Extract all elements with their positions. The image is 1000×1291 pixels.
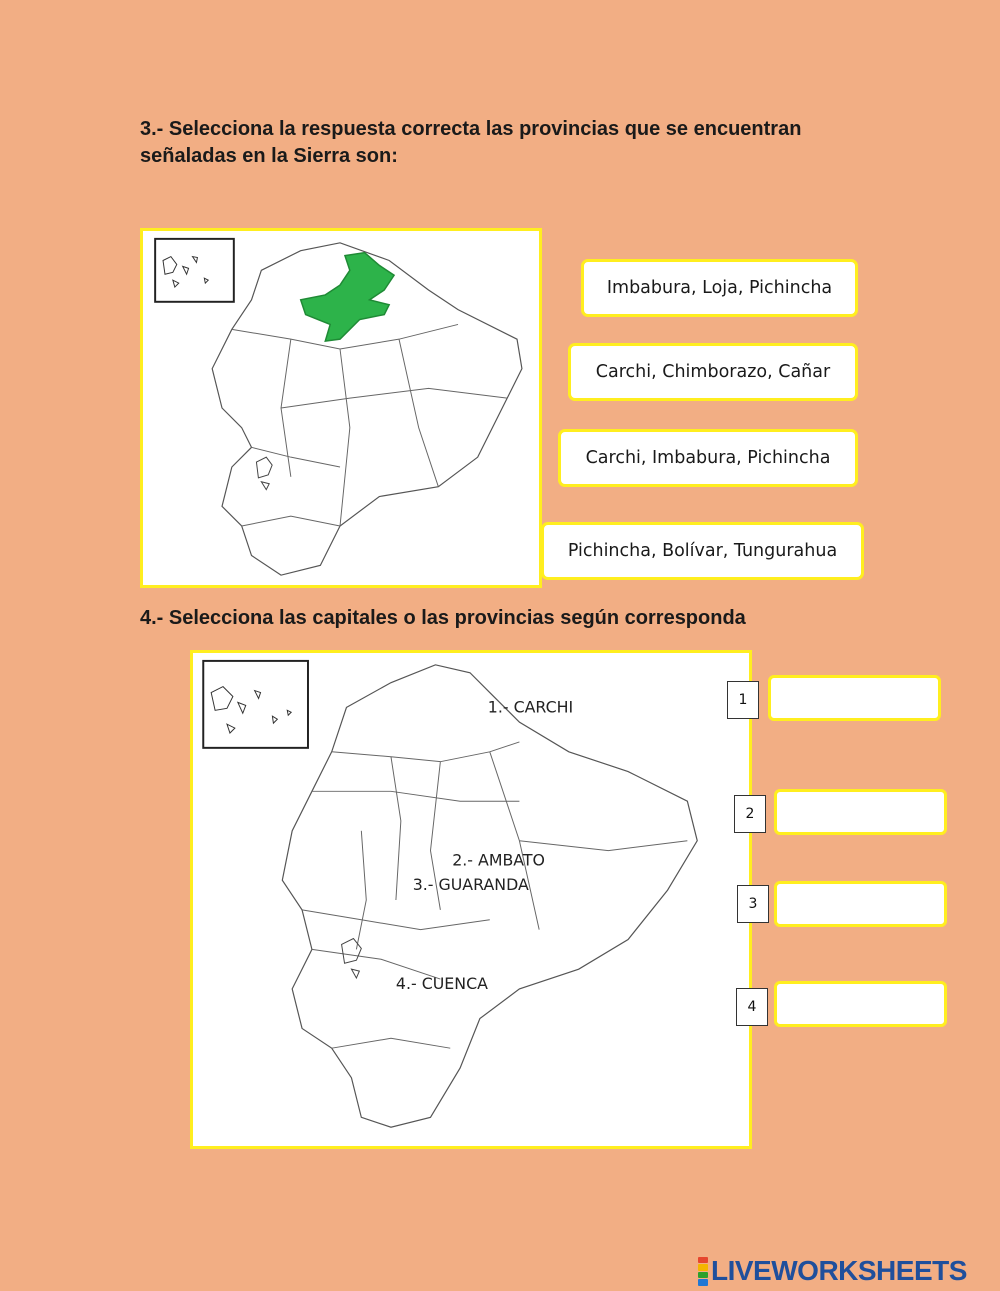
option-imbabura-loja-pichincha[interactable]: Imbabura, Loja, Pichincha — [581, 259, 858, 317]
answer-box-4[interactable] — [774, 981, 947, 1027]
ecuador-map-svg — [143, 231, 539, 585]
ecuador-map-highlighted — [140, 228, 542, 588]
number-box-2: 2 — [734, 795, 766, 833]
logo-tile — [698, 1272, 708, 1279]
galapagos-inset — [155, 239, 234, 302]
logo-text: LIVEWORKSHEETS — [711, 1255, 967, 1286]
answer-box-2[interactable] — [774, 789, 947, 835]
answer-input-4[interactable] — [777, 984, 944, 1024]
logo-tiles-icon — [698, 1257, 708, 1286]
option-pichincha-bolivar-tungurahua[interactable]: Pichincha, Bolívar, Tungurahua — [541, 522, 864, 580]
ecuador-map-labeled-svg — [193, 653, 749, 1146]
logo-tile — [698, 1279, 708, 1286]
logo-tile — [698, 1264, 708, 1271]
galapagos-islands — [211, 687, 291, 733]
answer-input-3[interactable] — [777, 884, 944, 924]
number-box-1: 1 — [727, 681, 759, 719]
ecuador-map-labeled — [190, 650, 752, 1149]
liveworksheets-logo — [698, 1256, 967, 1286]
map-label-guaranda: 3.- GUARANDA — [412, 875, 529, 895]
option-carchi-imbabura-pichincha[interactable]: Carchi, Imbabura, Pichincha — [558, 429, 858, 487]
question-3-title: 3.- Selecciona la respuesta correcta las provincias que se encuentran señaladas en la Sierra son: — [140, 118, 802, 167]
answer-input-2[interactable] — [777, 792, 944, 832]
map-label-carchi: 1.- CARCHI — [487, 697, 574, 717]
ecuador-outline — [282, 665, 697, 1127]
answer-box-3[interactable] — [774, 881, 947, 927]
number-box-4: 4 — [736, 988, 768, 1026]
map-label-ambato: 2.- AMBATO — [452, 850, 545, 870]
galapagos-inset — [203, 661, 308, 748]
answer-box-1[interactable] — [768, 675, 941, 721]
map-label-cuenca: 4.- CUENCA — [395, 973, 488, 993]
question-4-title: 4.- Selecciona las capitales o las provincias según corresponda — [140, 607, 746, 629]
answer-input-1[interactable] — [771, 678, 938, 718]
galapagos-islands — [163, 257, 208, 287]
logo-tile — [698, 1257, 708, 1264]
option-carchi-chimborazo-canar[interactable]: Carchi, Chimborazo, Cañar — [568, 343, 858, 401]
number-box-3: 3 — [737, 885, 769, 923]
